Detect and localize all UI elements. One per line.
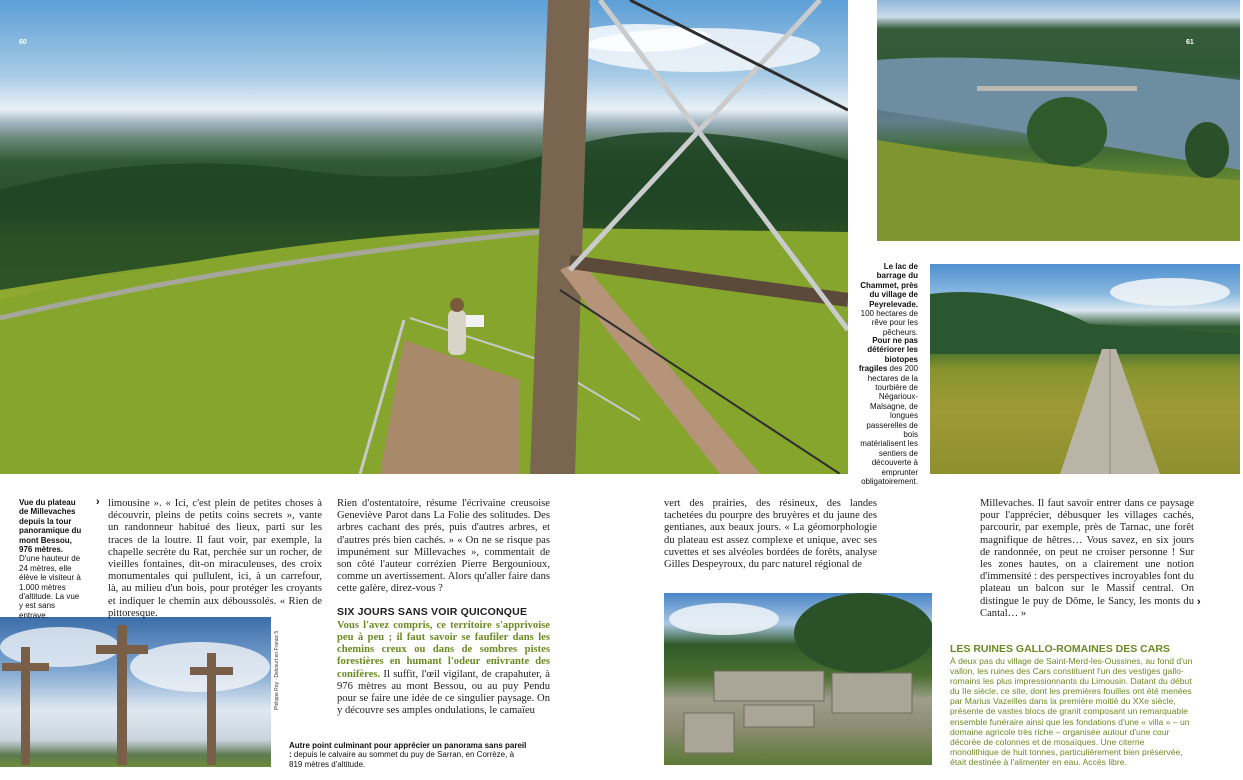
continue-arrow-left: › (96, 496, 100, 508)
calvary-crosses-photo (0, 617, 271, 767)
ruins-box-heading: LES RUINES GALLO-ROMAINES DES CARS (950, 643, 1170, 655)
lake-caption-title: Le lac de barrage du Chammet, près du village de Peyrelevade. (860, 262, 918, 309)
bog-caption-title: Pour ne pas détériorer les biotopes fragiles (858, 336, 918, 374)
ruins-photo-art (664, 593, 932, 765)
bog-boardwalk-photo (930, 264, 1240, 474)
article-column-2-text: Rien d'ostentatoire, résume l'écrivaine creusoise Geneviève Parot dans La Folie des solitudes. Des arbres cachant des prés, puis d'autres arbres, et d'autres prés bien cachés. » « On ne se risque pas impunément sur Millevaches », commentait de son côté l'auteur corrézien Pierre Bergounioux, comme un avertissement. Alors qu'aller faire dans cette galère, direz-vous ? (337, 498, 550, 595)
article-column-1: limousine ». « Ici, c'est plein de petites choses à découvrir, pleins de petits coins secrets », vante un randonneur habitué des lieux, parti sur les traces de la loutre. Il faut voir, par exemple, la chapelle secrète du Rat, perchée sur un rocher, de vieilles fontaines, dit-on miraculeuses, des croix monumentales qui pullulent, ici, à un carrefour, là, au milieu d'un bois, pour protéger les croyants et indiquer le chemin aux déboussolés. « Rien de pittoresque. (108, 498, 322, 619)
section-heading: SIX JOURS SANS VOIR QUICONQUE (337, 605, 528, 618)
tower-caption-body: D'une hauteur de 24 mètres, elle élève le visiteur à 1.000 mètres d'altitude. La vue y est sans entrave. (19, 554, 81, 620)
continue-arrow-right: › (1197, 596, 1201, 608)
lake-caption-body: 100 hectares de rêve pour les pêcheurs. (860, 309, 918, 337)
lake-photo (877, 0, 1240, 241)
cross-caption (289, 741, 529, 769)
article-column-2 (337, 498, 550, 717)
section-lead: Vous l'avez compris, ce territoire s'apprivoise peu à peu ; il faut savoir se faufiler dans les chemins creux ou dans de sombres pistes forestières en humant l'odeur enivrante des conifères. (337, 619, 550, 680)
cross-caption-body: depuis le calvaire au sommet du puy de Sarran, en Corrèze, à 819 mètres d'altitude. (289, 750, 515, 769)
bog-caption (858, 336, 918, 487)
article-column-3: vert des prairies, des résineux, des landes tachetées du pourpre des bruyères et du jaune des gentianes, aux beaux jours. « La géomorphologie du plateau est assez complexe et unique, avec ses cuvettes et ses alvéoles bordées de forêts, analyse Gilles Despeyroux, du parc naturel régional de (664, 498, 877, 571)
bog-caption-body: des 200 hectares de la tourbière de Négarioux-Malsagne, de longues passerelles de bois matérialisent les sentiers de découverte à emprunter obligatoirement. (860, 364, 918, 487)
tower-caption (19, 498, 83, 620)
lake-photo-art (877, 0, 1240, 241)
page-number-right: 61 (1186, 39, 1194, 46)
section-body: Il suffit, l'œil vigilant, de crapahuter, à 976 mètres au mont Bessou, ou au puy Pendu pour se faire une idée de ce singulier paysage. On y découvre ses amples ondulations, le camaïeu (337, 668, 550, 717)
bog-photo-art (930, 264, 1240, 474)
page-number-left: 60 (19, 39, 27, 46)
lake-caption (858, 262, 918, 337)
article-column-4: Millevaches. Il faut savoir entrer dans ce paysage pour l'apprécier, débusquer les villages cachés, parcourir, par exemple, près de Tarnac, une forêt magnifique de hêtres… Vous savez, en six jours de randonnée, on peut ne croiser personne ! Sur les zones hautes, on a clairement une notion d'immensité : des perspectives incroyables font du plateau un balcon sur le Massif central. On distingue le puy de Dôme, le Sancy, les monts du Cantal… » (980, 498, 1194, 619)
cross-photo-art (0, 617, 271, 767)
photo-credit: Philippe Roy · Delcourt en France 5 (274, 630, 280, 710)
gallo-roman-ruins-photo (664, 593, 932, 765)
tower-caption-title: Vue du plateau de Millevaches depuis la tour panoramique du mont Bessou, 976 mètres. (19, 498, 82, 555)
tower-photo (0, 0, 848, 474)
ruins-box-body: À deux pas du village de Saint-Merd-les-Oussines, au fond d'un vallon, les ruines des Cars constituent l'un des vestiges gallo-romains les plus impressionnants du Limousin. Datant du début du IIe siècle, ce site, dont les premières fouilles ont été menées par Marius Vazeilles dans la première moitié du XXe siècle, présente de vastes blocs de granit composant un remarquable ensemble funéraire ainsi que les fondations d'une « villa » – un domaine agricole très riche – organisée autour d'une cour décorée de colonnes et de mosaïques. Une citerne monolithique de huit tonnes, particulièrement bien préservée, était destinée à l'alimenter en eau. Accès libre. (950, 656, 1193, 767)
tower-photo-art (0, 0, 848, 474)
cross-caption-title: Autre point culminant pour apprécier un panorama sans pareil : (289, 741, 527, 760)
